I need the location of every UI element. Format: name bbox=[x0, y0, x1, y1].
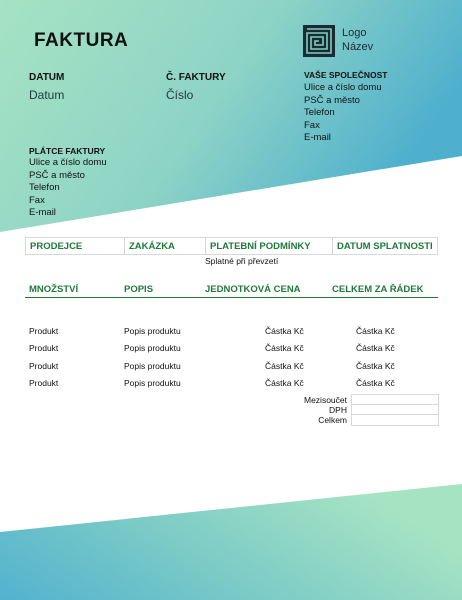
row-4-qty: Produkt bbox=[29, 378, 59, 388]
row-2-total: Částka Kč bbox=[356, 343, 395, 353]
date-label: DATUM bbox=[29, 72, 65, 83]
payer-fax: Fax bbox=[29, 194, 45, 206]
payer-phone: Telefon bbox=[29, 182, 60, 194]
invoice-number-label: Č. FAKTURY bbox=[166, 72, 226, 83]
row-4-total: Částka Kč bbox=[356, 378, 395, 388]
company-street: Ulice a číslo domu bbox=[304, 82, 382, 93]
row-1-unit: Částka Kč bbox=[265, 326, 304, 336]
desc-header: POPIS bbox=[124, 284, 154, 295]
logo-text bbox=[342, 26, 373, 54]
items-header-rule bbox=[25, 297, 438, 298]
subtotal-label: Mezisoučet bbox=[304, 395, 347, 405]
payer-address bbox=[29, 157, 107, 220]
row-2-desc: Popis produktu bbox=[124, 343, 181, 353]
due-date-header: DATUM SPLATNOSTI bbox=[333, 238, 438, 255]
payer-email: E-mail bbox=[29, 207, 56, 219]
row-1-qty: Produkt bbox=[29, 326, 59, 336]
line-total-header: CELKEM ZA ŘÁDEK bbox=[332, 284, 424, 295]
document-title: FAKTURA bbox=[34, 30, 129, 51]
row-3-desc: Popis produktu bbox=[124, 361, 181, 371]
company-address bbox=[304, 82, 382, 145]
row-2-unit: Částka Kč bbox=[265, 343, 304, 353]
payer-city: PSČ a město bbox=[29, 169, 85, 181]
payer-label: PLÁTCE FAKTURY bbox=[29, 146, 106, 156]
row-4-desc: Popis produktu bbox=[124, 378, 181, 388]
total-field[interactable] bbox=[351, 414, 439, 426]
vat-label: DPH bbox=[329, 405, 347, 415]
unit-price-header: JEDNOTKOVÁ CENA bbox=[205, 284, 301, 295]
total-label: Celkem bbox=[318, 415, 347, 425]
row-1-desc: Popis produktu bbox=[124, 326, 181, 336]
terms-header-row bbox=[26, 238, 438, 255]
terms-table bbox=[25, 237, 438, 255]
company-label: VAŠE SPOLEČNOST bbox=[304, 70, 388, 80]
seller-header: PRODEJCE bbox=[26, 238, 125, 255]
logo-line-2: Název bbox=[342, 41, 374, 53]
company-email: E-mail bbox=[304, 132, 331, 144]
logo-line-1: Logo bbox=[342, 27, 367, 39]
row-3-unit: Částka Kč bbox=[265, 361, 304, 371]
company-fax: Fax bbox=[304, 119, 320, 131]
invoice-number-value: Číslo bbox=[166, 88, 194, 102]
payment-terms-value: Splatné při převzetí bbox=[205, 256, 279, 266]
date-value: Datum bbox=[29, 88, 65, 102]
company-phone: Telefon bbox=[304, 107, 335, 119]
row-4-unit: Částka Kč bbox=[265, 378, 304, 388]
payment-terms-header: PLATEBNÍ PODMÍNKY bbox=[206, 238, 333, 255]
row-3-total: Částka Kč bbox=[356, 361, 395, 371]
company-city: PSČ a město bbox=[304, 94, 360, 106]
row-1-total: Částka Kč bbox=[356, 326, 395, 336]
maze-logo-icon bbox=[303, 25, 335, 57]
qty-header: MNOŽSTVÍ bbox=[29, 284, 79, 295]
row-3-qty: Produkt bbox=[29, 361, 59, 371]
row-2-qty: Produkt bbox=[29, 343, 59, 353]
order-header: ZAKÁZKA bbox=[125, 238, 206, 255]
bottom-gradient-band bbox=[0, 484, 462, 600]
payer-street: Ulice a číslo domu bbox=[29, 157, 107, 168]
